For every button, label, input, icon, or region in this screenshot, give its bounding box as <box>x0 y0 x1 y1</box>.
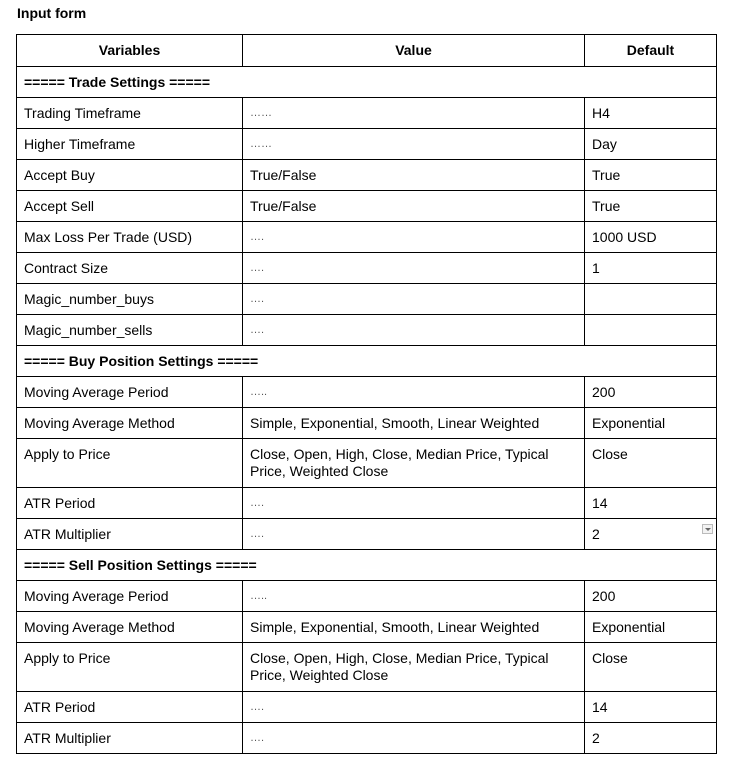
variable-cell: Accept Buy <box>17 160 243 191</box>
table-row <box>17 98 717 129</box>
variable-cell: Trading Timeframe <box>17 98 243 129</box>
value-cell[interactable]: Close, Open, High, Close, Median Price, Typical Price, Weighted Close <box>243 439 585 488</box>
header-row <box>17 35 717 67</box>
variable-cell: Max Loss Per Trade (USD) <box>17 222 243 253</box>
default-cell[interactable]: True <box>585 191 717 222</box>
table-row <box>17 723 717 754</box>
value-cell[interactable]: ….. <box>243 581 585 612</box>
table-row <box>17 581 717 612</box>
default-cell[interactable]: 200 <box>585 377 717 408</box>
default-cell[interactable]: Exponential <box>585 612 717 643</box>
default-cell[interactable]: True <box>585 160 717 191</box>
table-row <box>17 439 717 488</box>
header-value: Value <box>243 35 585 67</box>
variable-cell: Moving Average Period <box>17 581 243 612</box>
default-cell[interactable]: Close <box>585 439 717 488</box>
table-row <box>17 253 717 284</box>
default-cell[interactable]: 2 <box>585 723 717 754</box>
table-row <box>17 643 717 692</box>
value-cell[interactable]: Simple, Exponential, Smooth, Linear Weighted <box>243 612 585 643</box>
table-row <box>17 519 717 550</box>
variable-cell: Apply to Price <box>17 643 243 692</box>
variable-cell: ATR Period <box>17 692 243 723</box>
page-title: Input form <box>17 5 87 21</box>
table-row <box>17 488 717 519</box>
value-cell[interactable]: True/False <box>243 191 585 222</box>
table-row <box>17 692 717 723</box>
section-label: ===== Buy Position Settings ===== <box>17 346 717 377</box>
value-cell[interactable]: …. <box>243 692 585 723</box>
default-cell[interactable]: 1 <box>585 253 717 284</box>
value-cell[interactable]: Simple, Exponential, Smooth, Linear Weighted <box>243 408 585 439</box>
value-cell[interactable]: …. <box>243 253 585 284</box>
default-cell[interactable] <box>585 284 717 315</box>
section-label: ===== Trade Settings ===== <box>17 67 717 98</box>
value-cell[interactable]: True/False <box>243 160 585 191</box>
table-row <box>17 612 717 643</box>
section-row-trade-settings <box>17 67 717 98</box>
variable-cell: ATR Multiplier <box>17 519 243 550</box>
variable-cell: Moving Average Method <box>17 408 243 439</box>
default-cell[interactable] <box>585 315 717 346</box>
variable-cell: Magic_number_sells <box>17 315 243 346</box>
input-form-table <box>16 34 717 754</box>
value-cell[interactable]: …. <box>243 222 585 253</box>
variable-cell: Accept Sell <box>17 191 243 222</box>
default-cell[interactable]: H4 <box>585 98 717 129</box>
table-row <box>17 160 717 191</box>
default-cell[interactable]: Close <box>585 643 717 692</box>
value-cell[interactable]: …. <box>243 723 585 754</box>
default-cell[interactable] <box>585 519 717 550</box>
value-cell[interactable]: …. <box>243 519 585 550</box>
dropdown-arrow-icon[interactable] <box>702 524 713 534</box>
section-label: ===== Sell Position Settings ===== <box>17 550 717 581</box>
default-cell[interactable]: 14 <box>585 692 717 723</box>
value-cell[interactable]: …. <box>243 315 585 346</box>
default-cell[interactable]: 14 <box>585 488 717 519</box>
value-cell[interactable]: Close, Open, High, Close, Median Price, Typical Price, Weighted Close <box>243 643 585 692</box>
value-cell[interactable]: …… <box>243 98 585 129</box>
section-row-buy-position-settings <box>17 346 717 377</box>
value-cell[interactable]: ….. <box>243 377 585 408</box>
value-cell[interactable]: …. <box>243 488 585 519</box>
default-cell[interactable]: 200 <box>585 581 717 612</box>
variable-cell: Moving Average Method <box>17 612 243 643</box>
variable-cell: Moving Average Period <box>17 377 243 408</box>
table-row <box>17 222 717 253</box>
table-row <box>17 284 717 315</box>
default-cell[interactable]: 1000 USD <box>585 222 717 253</box>
table-row <box>17 408 717 439</box>
default-cell[interactable]: Exponential <box>585 408 717 439</box>
value-cell[interactable]: …. <box>243 284 585 315</box>
variable-cell: Apply to Price <box>17 439 243 488</box>
table-row <box>17 377 717 408</box>
header-variables: Variables <box>17 35 243 67</box>
variable-cell: Magic_number_buys <box>17 284 243 315</box>
table-row <box>17 191 717 222</box>
table-row <box>17 129 717 160</box>
variable-cell: ATR Period <box>17 488 243 519</box>
default-cell[interactable]: Day <box>585 129 717 160</box>
section-row-sell-position-settings <box>17 550 717 581</box>
table-row <box>17 315 717 346</box>
header-default: Default <box>585 35 717 67</box>
variable-cell: Contract Size <box>17 253 243 284</box>
variable-cell: ATR Multiplier <box>17 723 243 754</box>
variable-cell: Higher Timeframe <box>17 129 243 160</box>
default-value: 2 <box>592 526 600 542</box>
value-cell[interactable]: …… <box>243 129 585 160</box>
